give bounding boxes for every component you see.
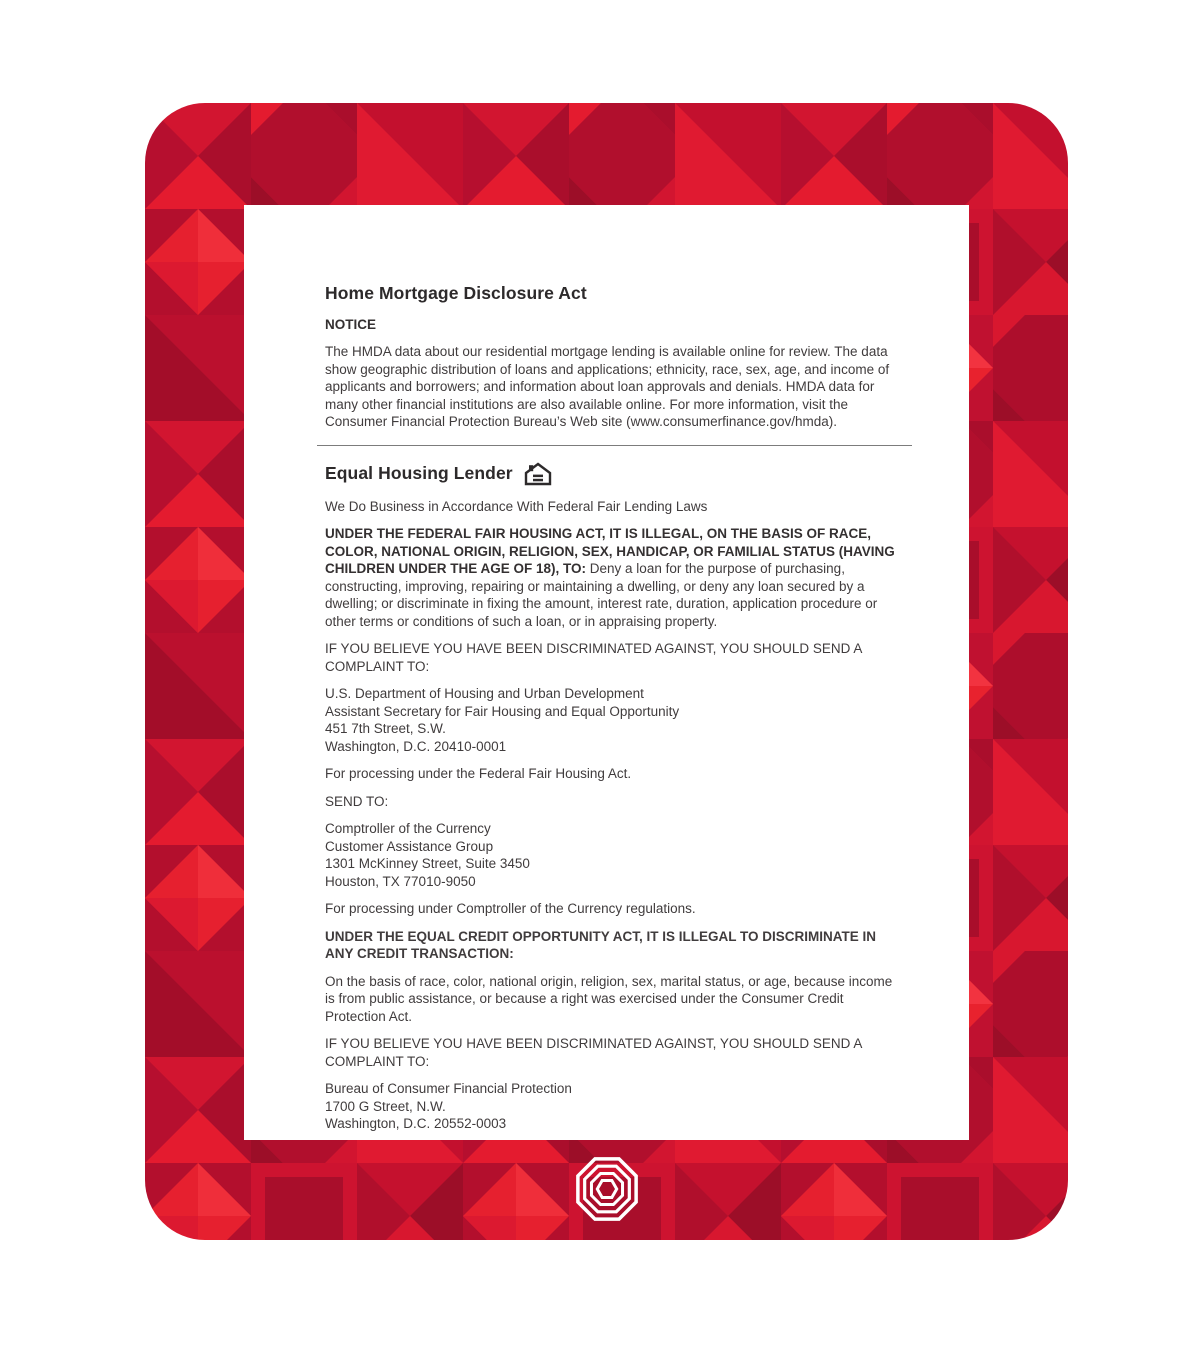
ecoa-body-paragraph: On the basis of race, color, national origin, religion, sex, marital status, or age, because income is from public assistance, or because a right was exercised under the Consumer Credit Protection Act.	[325, 973, 893, 1024]
address-line: Houston, TX 77010-9050	[325, 873, 476, 889]
ecoa-bold-heading: UNDER THE EQUAL CREDIT OPPORTUNITY ACT, IT IS ILLEGAL TO DISCRIMINATE IN ANY CREDIT TRANSACTION:	[325, 928, 877, 961]
cfpb-address-block	[325, 1080, 902, 1133]
hud-address-block	[325, 685, 902, 755]
occ-address-block	[325, 820, 902, 890]
complaint-instruction-2: IF YOU BELIEVE YOU HAVE BEEN DISCRIMINATED AGAINST, YOU SHOULD SEND A COMPLAINT TO:	[325, 1036, 862, 1069]
address-line: Washington, D.C. 20410-0001	[325, 738, 507, 754]
address-line: U.S. Department of Housing and Urban Development	[325, 686, 644, 701]
fair-housing-act-body: Deny a loan for the purpose of purchasing, constructing, improving, repairing or maintaining a dwelling, or deny any loan secured by a dwelling; or discriminate in fixing the amount, interest rate, duration, application procedure or other terms or conditions of such a loan, or in appraising property.	[325, 561, 878, 629]
address-line: Comptroller of the Currency	[325, 821, 491, 836]
address-line: Washington, D.C. 20552-0003	[325, 1116, 507, 1131]
notice-label: NOTICE	[325, 317, 377, 332]
equal-housing-house-icon	[524, 462, 552, 486]
address-line: Customer Assistance Group	[325, 838, 494, 854]
brand-pattern-border-card	[145, 103, 1068, 1240]
processing-fha-note: For processing under the Federal Fair Housing Act.	[325, 766, 632, 781]
complaint-instruction-1: IF YOU BELIEVE YOU HAVE BEEN DISCRIMINATED AGAINST, YOU SHOULD SEND A COMPLAINT TO:	[325, 641, 862, 674]
section-divider	[317, 445, 912, 446]
equal-housing-heading-row	[325, 462, 902, 486]
address-line: 1700 G Street, N.W.	[325, 1098, 446, 1114]
address-line: Assistant Secretary for Fair Housing and Equal Opportunity	[325, 703, 680, 719]
processing-occ-note: For processing under Comptroller of the Currency regulations.	[325, 901, 696, 916]
address-line: Bureau of Consumer Financial Protection	[325, 1081, 572, 1096]
page-title: Home Mortgage Disclosure Act	[325, 283, 587, 303]
fair-lending-tagline: We Do Business in Accordance With Federal Fair Lending Laws	[325, 498, 708, 514]
fair-housing-act-bold-lead: UNDER THE FEDERAL FAIR HOUSING ACT, IT IS ILLEGAL, ON THE BASIS OF RACE, COLOR, NATIONAL ORIGIN, RELIGION, SEX, HANDICAP, OR FAMILIAL STATUS (HAVING CHILDREN UNDER THE AGE OF 18), TO:	[325, 526, 895, 576]
address-line: 451 7th Street, S.W.	[325, 721, 446, 736]
send-to-label: SEND TO:	[325, 793, 389, 809]
equal-housing-heading: Equal Housing Lender	[325, 463, 513, 483]
bok-financial-octagon-logo	[574, 1154, 640, 1224]
disclosure-document	[244, 205, 969, 1140]
hmda-notice-paragraph: The HMDA data about our residential mortgage lending is available online for review. The data show geographic distribution of loans and applications; ethnicity, race, sex, age, and income of applicants and borrowers; and information about loan approvals and denials. HMDA data for many other financial institutions are also available online. For more information, visit the Consumer Financial Protection Bureau’s Web site (www.consumerfinance.gov/hmda).	[325, 344, 890, 429]
fair-housing-act-paragraph	[325, 525, 902, 630]
address-line: 1301 McKinney Street, Suite 3450	[325, 856, 530, 871]
